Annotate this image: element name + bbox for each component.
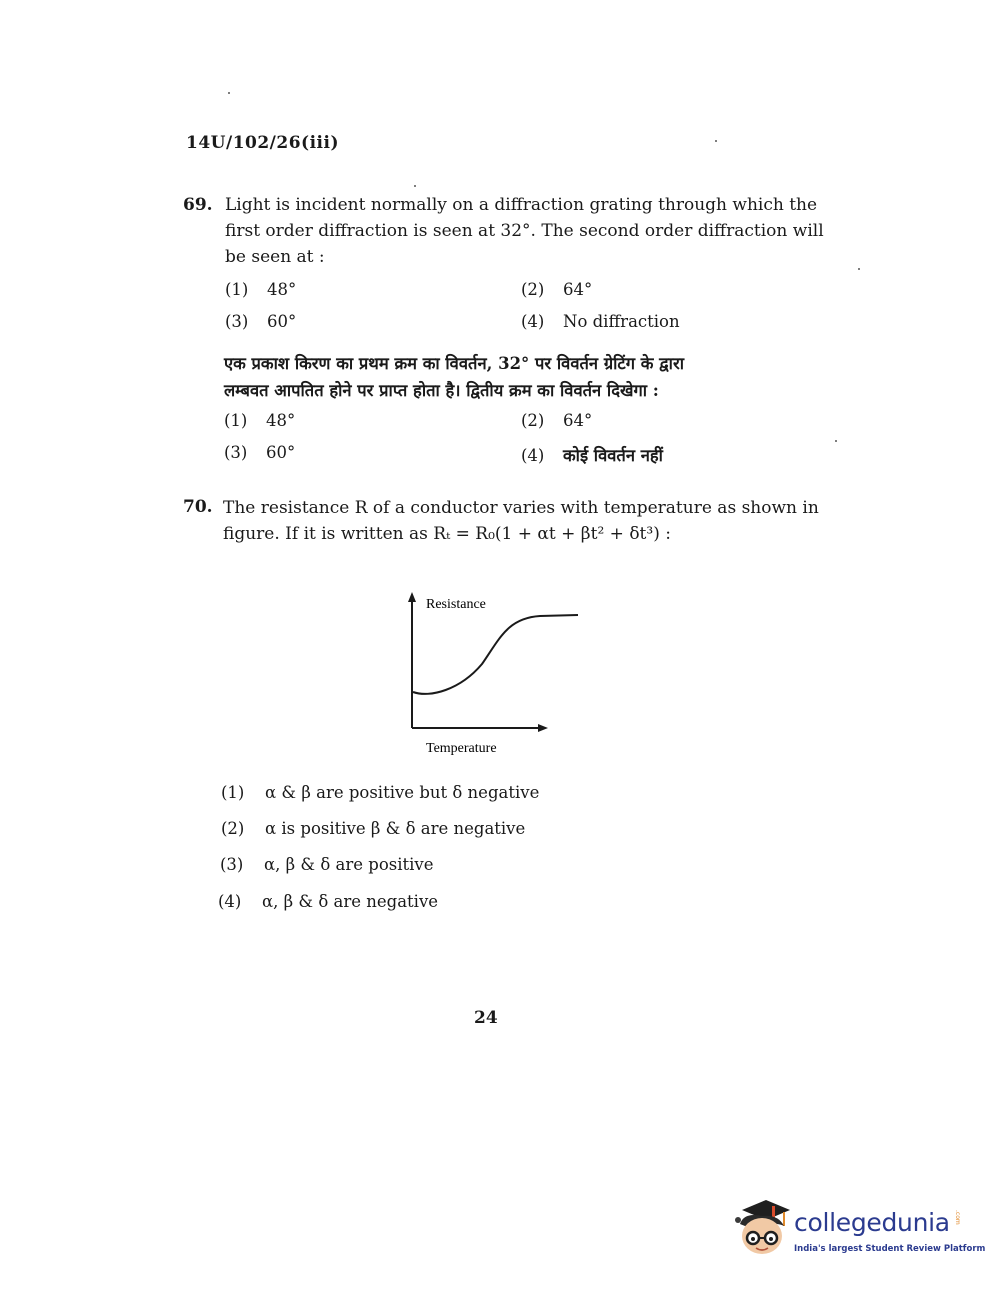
option-text: कोई विवर्तन नहीं — [563, 446, 663, 465]
q69-option-2 — [521, 280, 592, 299]
option-number: (2) — [521, 280, 545, 299]
question-69-line: Light is incident normally on a diffraction grating through which the — [225, 195, 818, 215]
option-text: No diffraction — [563, 312, 680, 331]
option-text: 48° — [266, 411, 296, 430]
q69-option-3 — [225, 312, 296, 331]
question-70-line: The resistance R of a conductor varies with temperature as shown in — [223, 498, 819, 518]
resistance-temperature-graph — [400, 588, 590, 760]
q70-option-2 — [221, 819, 525, 838]
q69-hindi-option-2 — [521, 411, 592, 430]
q69-option-1 — [225, 280, 296, 299]
option-text: α is positive β & δ are negative — [265, 819, 526, 838]
hindi-line: लम्बवत आपतित होने पर प्राप्त होता है। द्वितीय क्रम का विवर्तन दिखेगा : — [224, 381, 659, 400]
collegedunia-brand: collegedunia — [794, 1208, 950, 1237]
question-69-text — [225, 192, 825, 270]
option-text: 60° — [266, 443, 296, 462]
option-text: 60° — [267, 312, 297, 331]
y-axis-label: Resistance — [426, 597, 486, 612]
x-axis-arrow — [538, 724, 548, 732]
question-69-number: 69. — [183, 195, 213, 215]
option-number: (2) — [521, 411, 545, 430]
collegedunia-tagline: India's largest Student Review Platform — [794, 1244, 986, 1254]
question-70-number: 70. — [183, 497, 213, 517]
option-number: (3) — [220, 855, 244, 874]
collegedunia-mascot-icon — [732, 1196, 794, 1260]
option-number: (3) — [224, 443, 248, 462]
option-number: (4) — [218, 892, 242, 911]
question-70-line: figure. If it is written as Rₜ = R₀(1 + αt + βt² + δt³) : — [223, 524, 671, 544]
option-text: 64° — [563, 280, 593, 299]
option-text: α, β & δ are positive — [264, 855, 434, 874]
q69-hindi-option-1 — [224, 411, 295, 430]
q69-hindi-option-4 — [521, 443, 663, 466]
question-69-hindi-text — [224, 350, 824, 404]
x-axis-label: Temperature — [426, 741, 497, 756]
collegedunia-domain-suffix: .com — [954, 1210, 961, 1225]
page-number: 24 — [474, 1008, 498, 1028]
option-text: α & β are positive but δ negative — [265, 783, 540, 802]
question-69-line: be seen at : — [225, 247, 325, 267]
scan-speck — [858, 268, 860, 270]
option-number: (4) — [521, 312, 545, 331]
scan-speck — [835, 440, 837, 442]
q70-option-4 — [218, 892, 438, 911]
paper-code: 14U/102/26(iii) — [186, 133, 340, 153]
scan-speck — [715, 140, 717, 142]
q70-option-3 — [220, 855, 434, 874]
option-number: (1) — [221, 783, 245, 802]
q69-hindi-option-3 — [224, 443, 295, 462]
option-number: (2) — [221, 819, 245, 838]
resistance-curve — [413, 615, 578, 694]
hindi-line: एक प्रकाश किरण का प्रथम क्रम का विवर्तन, 32° पर विवर्तन ग्रेटिंग के द्वारा — [224, 354, 684, 373]
collegedunia-watermark — [732, 1196, 986, 1268]
q69-option-4 — [521, 312, 680, 331]
option-text: 64° — [563, 411, 593, 430]
option-text: 48° — [267, 280, 297, 299]
option-number: (1) — [225, 280, 249, 299]
scan-speck — [228, 92, 230, 94]
option-number: (4) — [521, 446, 545, 465]
option-number: (3) — [225, 312, 249, 331]
question-69-line: first order diffraction is seen at 32°. The second order diffraction will — [225, 221, 824, 241]
option-number: (1) — [224, 411, 248, 430]
y-axis-arrow — [408, 592, 416, 602]
scan-speck — [414, 185, 416, 187]
question-70-text — [223, 495, 823, 547]
option-text: α, β & δ are negative — [262, 892, 439, 911]
q70-option-1 — [221, 783, 539, 802]
